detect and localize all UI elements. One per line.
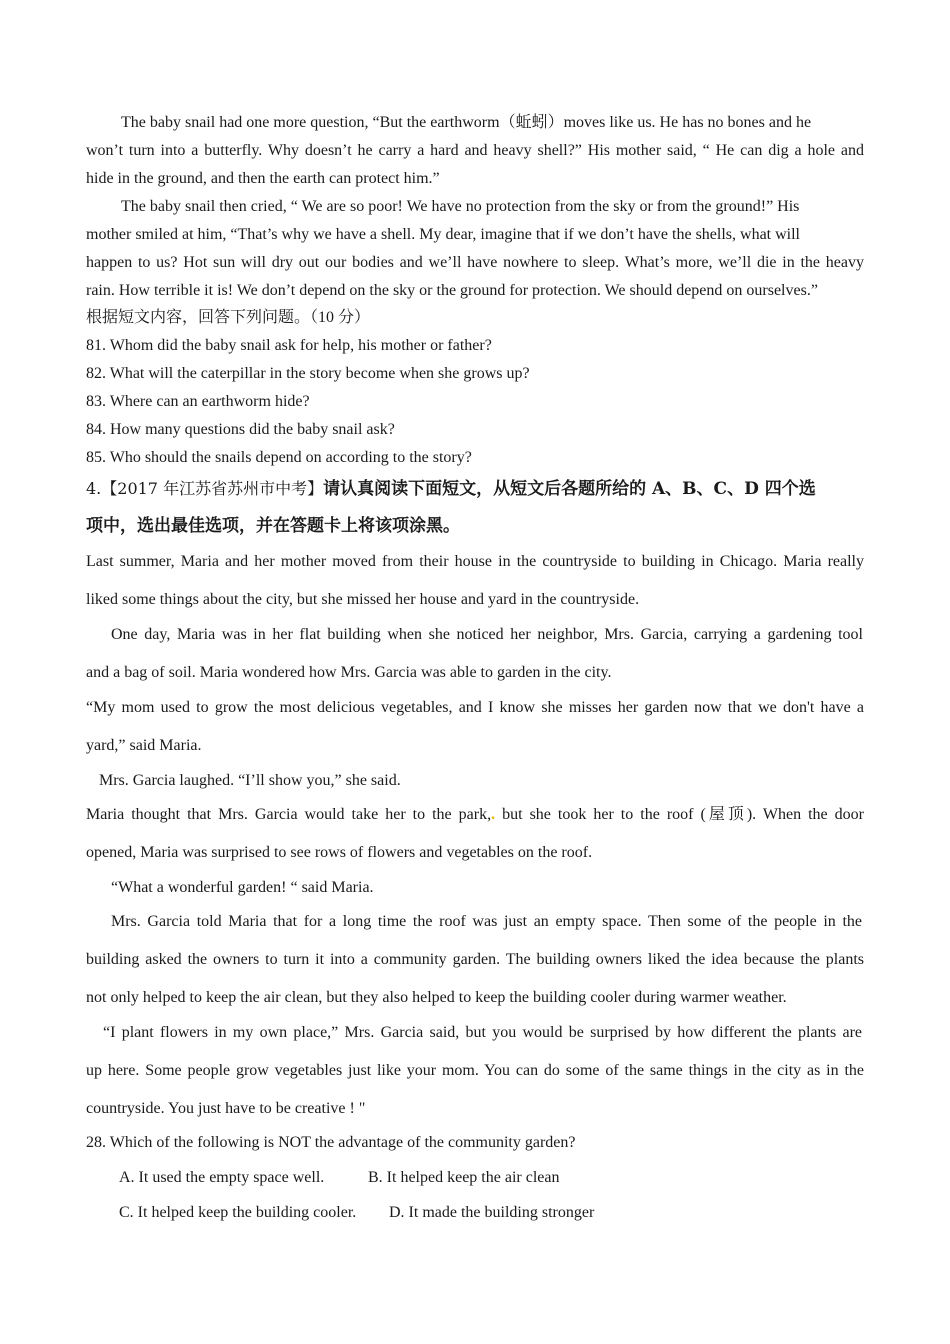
- question-28-stem: 28. Which of the following is NOT the advantage of the community garden?: [86, 1134, 576, 1151]
- passage2-p6: “What a wonderful garden! “ said Maria.: [111, 879, 374, 896]
- passage2-p4: Mrs. Garcia laughed. “I’ll show you,” she said.: [99, 772, 401, 789]
- passage2-p7-line1: Mrs. Garcia told Maria that for a long time the roof was just an empty space. Then some of the people in the: [111, 913, 862, 930]
- passage1-para2-line1: The baby snail then cried, “ We are so poor! We have no protection from the sky or from the ground!” His: [121, 198, 800, 215]
- section4-instruction-part1: 请认真阅读下面短文，从短文后各题所给的 A、B、C、D 四个选: [323, 479, 816, 499]
- passage2-p1-line1: Last summer, Maria and her mother moved from their house in the countryside to building in Chicago. Maria really: [86, 553, 864, 570]
- passage1-para2-line4: rain. How terrible it is! We don’t depend on the sky or the ground for protection. We should depend on ourselves.”: [86, 282, 818, 299]
- question-28-option-b: B. It helped keep the air clean: [368, 1169, 560, 1186]
- passage2-p2-line1: One day, Maria was in her flat building when she noticed her neighbor, Mrs. Garcia, carrying a gardening tool: [111, 626, 863, 643]
- passage1-para1-line3: hide in the ground, and then the earth can protect him.”: [86, 170, 440, 187]
- question-84: 84. How many questions did the baby snail ask?: [86, 421, 395, 438]
- highlight-mark: .: [491, 806, 496, 823]
- question-85: 85. Who should the snails depend on according to the story?: [86, 449, 472, 466]
- passage2-p2-line2: and a bag of soil. Maria wondered how Mrs. Garcia was able to garden in the city.: [86, 664, 612, 681]
- section4-source: 【2017 年江苏省苏州市中考】: [101, 479, 324, 498]
- passage2-p5-line2: opened, Maria was surprised to see rows of flowers and vegetables on the roof.: [86, 844, 593, 861]
- passage2-p3-line2: yard,” said Maria.: [86, 737, 202, 754]
- passage1-instruction: 根据短文内容，回答下列问题。（10 分）: [86, 309, 371, 326]
- passage2-p8-line3: countryside. You just have to be creative ! ": [86, 1100, 366, 1117]
- passage2-p8-line1: “I plant flowers in my own place,” Mrs. Garcia said, but you would be surprised by how different the plants are: [103, 1024, 862, 1041]
- question-83: 83. Where can an earthworm hide?: [86, 393, 310, 410]
- passage2-p3-line1: “My mom used to grow the most delicious vegetables, and I know she misses her garden now that we don't have a: [86, 699, 864, 716]
- passage2-p5-part-b: but she took her to the roof (屋顶). When the door: [495, 806, 864, 823]
- passage2-p7-line2: building asked the owners to turn it into a community garden. The building owners liked the idea because the plants: [86, 951, 864, 968]
- passage1-para1-line1: The baby snail had one more question, “But the earthworm（蚯蚓）moves like us. He has no bones and he: [121, 114, 812, 131]
- question-82: 82. What will the caterpillar in the story become when she grows up?: [86, 365, 530, 382]
- passage1-para1-line2: won’t turn into a butterfly. Why doesn’t he carry a hard and heavy shell?” His mother said, “ He can dig a hole and: [86, 142, 864, 159]
- passage2-p1-line2: liked some things about the city, but she missed her house and yard in the countryside.: [86, 591, 640, 608]
- section4-number: 4.: [86, 479, 102, 498]
- question-28-option-c: C. It helped keep the building cooler.: [119, 1204, 357, 1221]
- question-81: 81. Whom did the baby snail ask for help, his mother or father?: [86, 337, 492, 354]
- passage2-p5-part-a: Maria thought that Mrs. Garcia would take her to the park,: [86, 806, 492, 823]
- passage1-para2-line3: happen to us? Hot sun will dry out our bodies and we’ll have nowhere to sleep. What’s more, we’ll die in the heavy: [86, 254, 864, 271]
- question-28-option-d: D. It made the building stronger: [389, 1204, 595, 1221]
- passage2-p8-line2: up here. Some people grow vegetables just like your mom. You can do some of the same things in the city as in the: [86, 1062, 864, 1079]
- section4-heading-line2: 项中，选出最佳选项，并在答题卡上将该项涂黑。: [86, 516, 460, 536]
- passage2-p5-line1: [86, 805, 864, 825]
- section4-heading-line1: [86, 477, 816, 501]
- passage1-para2-line2: mother smiled at him, “That’s why we have a shell. My dear, imagine that if we don’t have the shells, what will: [86, 226, 800, 243]
- question-28-option-a: A. It used the empty space well.: [119, 1169, 325, 1186]
- passage2-p7-line3: not only helped to keep the air clean, but they also helped to keep the building cooler during warmer weather.: [86, 989, 787, 1006]
